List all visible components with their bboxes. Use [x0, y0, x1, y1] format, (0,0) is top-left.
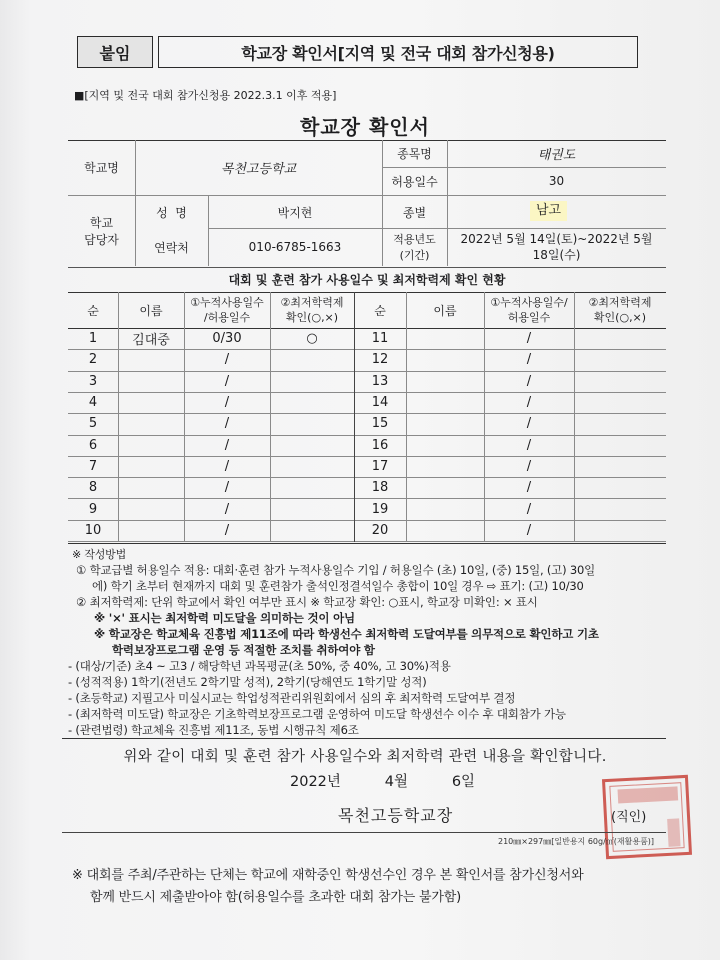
paper-spec: 210㎜×297㎜[일반용지 60g/㎡(재활용품)] — [498, 837, 655, 846]
table-cell-no: 6 — [88, 437, 98, 453]
table-cell-days: / — [526, 501, 532, 517]
table-cell-days: / — [526, 437, 532, 453]
table-cell-check — [574, 498, 666, 519]
manager-label-line1: 학교 — [89, 216, 114, 230]
header-check-right-line2: 확인(○,×) — [593, 311, 647, 324]
table-cell-check — [574, 435, 666, 456]
table-cell-no: 4 — [88, 395, 98, 411]
table-cell-name — [118, 392, 184, 413]
header-name-right: 이름 — [433, 303, 457, 318]
confirm-date — [290, 770, 475, 791]
table-cell-no: 15 — [371, 416, 389, 432]
table-cell-name — [118, 477, 184, 498]
table-cell-no: 10 — [84, 522, 102, 538]
event-label: 종목명 — [397, 147, 432, 161]
table-cell-check — [270, 413, 354, 434]
header-days-right — [484, 292, 574, 328]
table-cell-no: 18 — [371, 480, 389, 496]
table-cell-name — [406, 498, 484, 519]
allowed-days-value: 30 — [548, 174, 565, 188]
gender-value: 남고 — [530, 201, 567, 221]
table-cell-days: / — [526, 331, 532, 347]
table-cell-check — [574, 349, 666, 370]
header-check-right — [574, 292, 666, 328]
table-cell-name — [406, 371, 484, 392]
confirm-year: 2022년 — [290, 774, 341, 790]
school-name: 목천고등학교 — [220, 162, 297, 177]
table-cell-check — [574, 328, 666, 349]
footer-line2: 함께 반드시 제출받아야 함(허용일수를 초과한 대회 참가는 불가함) — [90, 890, 461, 905]
table-cell-days: / — [224, 352, 230, 368]
name-label: 성 명 — [156, 205, 187, 220]
table-cell-name — [406, 477, 484, 498]
document-title: 학교장 확인서 — [300, 114, 430, 139]
table-cell-check — [574, 456, 666, 477]
table-cell-no: 9 — [88, 501, 98, 517]
allowed-days-label: 허용일수 — [391, 174, 438, 189]
table-cell-no: 19 — [371, 501, 389, 517]
usage-table-caption: 대회 및 훈련 참가 사용일수 및 최저학력제 확인 현황 — [228, 272, 506, 287]
header-title-box — [158, 36, 638, 68]
header-days-left-line2: /허용일수 — [203, 311, 251, 324]
table-cell-no: 7 — [88, 458, 98, 474]
table-cell-check — [574, 392, 666, 413]
confirm-day: 6일 — [451, 774, 476, 790]
table-cell-name — [406, 349, 484, 370]
table-cell-no: 2 — [88, 352, 98, 368]
period-label — [382, 228, 447, 266]
table-cell-days: / — [526, 522, 532, 538]
table-cell-check — [270, 392, 354, 413]
header-days-left — [184, 292, 270, 328]
table-cell-no: 20 — [371, 522, 389, 538]
school-label: 학교명 — [84, 161, 119, 175]
table-cell-days: / — [224, 395, 230, 411]
period-value-line2: 18일(수) — [532, 248, 581, 262]
contact-label: 연락처 — [154, 240, 189, 255]
event-name: 태권도 — [537, 148, 576, 163]
table-cell-check — [574, 477, 666, 498]
table-cell-check — [574, 520, 666, 541]
note-1a: ① 학교급별 허용일수 적용: 대회·훈련 참가 누적사용일수 기입 / 허용일수 (초) 10일, (중) 15일, (고) 30일 — [76, 563, 595, 577]
table-cell-check — [574, 413, 666, 434]
table-cell-days: 0/30 — [212, 331, 242, 347]
table-cell-days: / — [224, 501, 230, 517]
table-cell-no: 11 — [371, 331, 389, 347]
header-check-left-line1: ②최저학력제 — [280, 296, 344, 309]
table-cell-check — [270, 435, 354, 456]
table-cell-days: / — [224, 480, 230, 496]
table-cell-check — [270, 349, 354, 370]
table-cell-check — [270, 520, 354, 541]
table-cell-name — [118, 456, 184, 477]
seal-label: (직인) — [611, 810, 647, 825]
table-cell-days: / — [526, 458, 532, 474]
period-value — [447, 228, 666, 266]
table-row-divider — [68, 541, 666, 542]
confirm-statement: 위와 같이 대회 및 훈련 참가 사용일수와 최저학력 관련 내용을 확인합니다. — [123, 748, 607, 765]
table-cell-name — [406, 435, 484, 456]
header-check-left — [270, 292, 354, 328]
table-cell-no: 13 — [371, 373, 389, 389]
table-cell-days: / — [224, 458, 230, 474]
period-label-line2: (기간) — [399, 249, 430, 262]
table-cell-days: / — [526, 480, 532, 496]
note-5: - (대상/기준) 초4 ~ 고3 / 해당학년 과목평균(초 50%, 중 40%, 고 30%)적용 — [68, 659, 451, 673]
table-cell-no: 8 — [88, 480, 98, 496]
header-check-right-line1: ②최저학력제 — [588, 296, 652, 309]
table-cell-days: / — [526, 416, 532, 432]
table-cell-name: 김대중 — [132, 333, 170, 349]
table-cell-name — [406, 392, 484, 413]
manager-name: 박지현 — [277, 205, 313, 220]
table-cell-days: / — [526, 373, 532, 389]
table-cell-days: / — [224, 522, 230, 538]
table-cell-name — [406, 328, 484, 349]
manager-label — [68, 196, 135, 266]
note-6: - (성적적용) 1학기(전년도 2학기말 성적), 2학기(당해연도 1학기말 성적) — [68, 675, 427, 689]
note-9: - (관련법령) 학교체육 진흥법 제11조, 동법 시행규칙 제6조 — [68, 723, 359, 737]
period-label-line1: 적용년도 — [393, 233, 436, 246]
note-2: ② 최저학력제: 단위 학교에서 확인 여부만 표시 ※ 학교장 확인: ○표시, 학교장 미확인: × 표시 — [76, 595, 538, 609]
period-value-line1: 2022년 5월 14일(토)~2022년 5월 — [460, 232, 653, 246]
table-cell-name — [118, 498, 184, 519]
table-cell-name — [406, 413, 484, 434]
table-cell-no: 12 — [371, 352, 389, 368]
table-cell-no: 1 — [88, 331, 98, 347]
header-days-right-line2: 허용일수 — [507, 311, 551, 324]
confirm-month: 4월 — [384, 774, 408, 790]
table-cell-name — [118, 349, 184, 370]
signer: 목천고등학교장 — [338, 806, 454, 825]
table-cell-name — [118, 520, 184, 541]
table-cell-no: 5 — [88, 416, 98, 432]
note-7: - (초등학교) 지필고사 미실시교는 학업성적관리위원회에서 심의 후 최저학력 도달여부 결정 — [68, 691, 516, 705]
table-cell-days: / — [224, 373, 230, 389]
header-title: 학교장 확인서[지역 및 전국 대회 참가신청용) — [241, 43, 555, 63]
table-cell-name — [406, 520, 484, 541]
note-4b: 학력보장프로그램 운영 등 적절한 조치를 취하여야 함 — [112, 643, 375, 657]
table-cell-check — [270, 456, 354, 477]
subnote: ■[지역 및 전국 대회 참가신청용 2022.3.1 이후 적용] — [74, 89, 337, 102]
header-days-right-line1: ①누적사용일수/ — [490, 296, 568, 309]
notes-heading: ※ 작성방법 — [72, 548, 127, 561]
footer-line1: ※ 대회를 주최/주관하는 단체는 학교에 재학중인 학생선수인 경우 본 확인서를 참가신청서와 — [72, 868, 584, 883]
gender-label: 종별 — [402, 205, 427, 220]
table-cell-no: 17 — [371, 458, 389, 474]
table-cell-days: / — [224, 416, 230, 432]
table-cell-check — [270, 477, 354, 498]
attachment-tag-label: 붙임 — [99, 43, 131, 63]
header-check-left-line2: 확인(○,×) — [285, 311, 339, 324]
table-cell-name — [406, 456, 484, 477]
table-cell-days: / — [526, 352, 532, 368]
note-8: - (최저학력 미도달) 학교장은 기초학력보장프로그램 운영하여 미도달 학생선수 이수 후 대회참가 가능 — [68, 707, 566, 721]
table-cell-check — [270, 371, 354, 392]
table-cell-name — [118, 371, 184, 392]
table-cell-no: 3 — [88, 373, 98, 389]
table-cell-no: 14 — [371, 395, 389, 411]
note-3: ※ '×' 표시는 최저학력 미도달을 의미하는 것이 아님 — [94, 611, 355, 625]
table-cell-check — [270, 498, 354, 519]
table-cell-no: 16 — [371, 437, 389, 453]
table-cell-days: / — [224, 437, 230, 453]
table-cell-check — [574, 371, 666, 392]
header-no-left: 순 — [87, 303, 99, 318]
note-4a: ※ 학교장은 학교체육 진흥법 제11조에 따라 학생선수 최저학력 도달여부를 의무적으로 확인하고 기초 — [94, 627, 599, 641]
table-cell-check: ○ — [306, 331, 318, 347]
note-1b: 에) 학기 초부터 현재까지 대회 및 훈련참가 출석인정결석일수 총합이 10일 경우 ⇨ 표기: (고) 10/30 — [92, 579, 584, 593]
manager-label-line2: 담당자 — [84, 233, 119, 247]
header-days-left-line1: ①누적사용일수 — [190, 296, 264, 309]
table-cell-days: / — [526, 395, 532, 411]
table-cell-name — [118, 413, 184, 434]
header-no-right: 순 — [374, 303, 386, 318]
header-name-left: 이름 — [139, 303, 163, 318]
table-cell-name — [118, 435, 184, 456]
contact-value: 010-6785-1663 — [248, 240, 342, 254]
attachment-tag — [77, 36, 153, 68]
